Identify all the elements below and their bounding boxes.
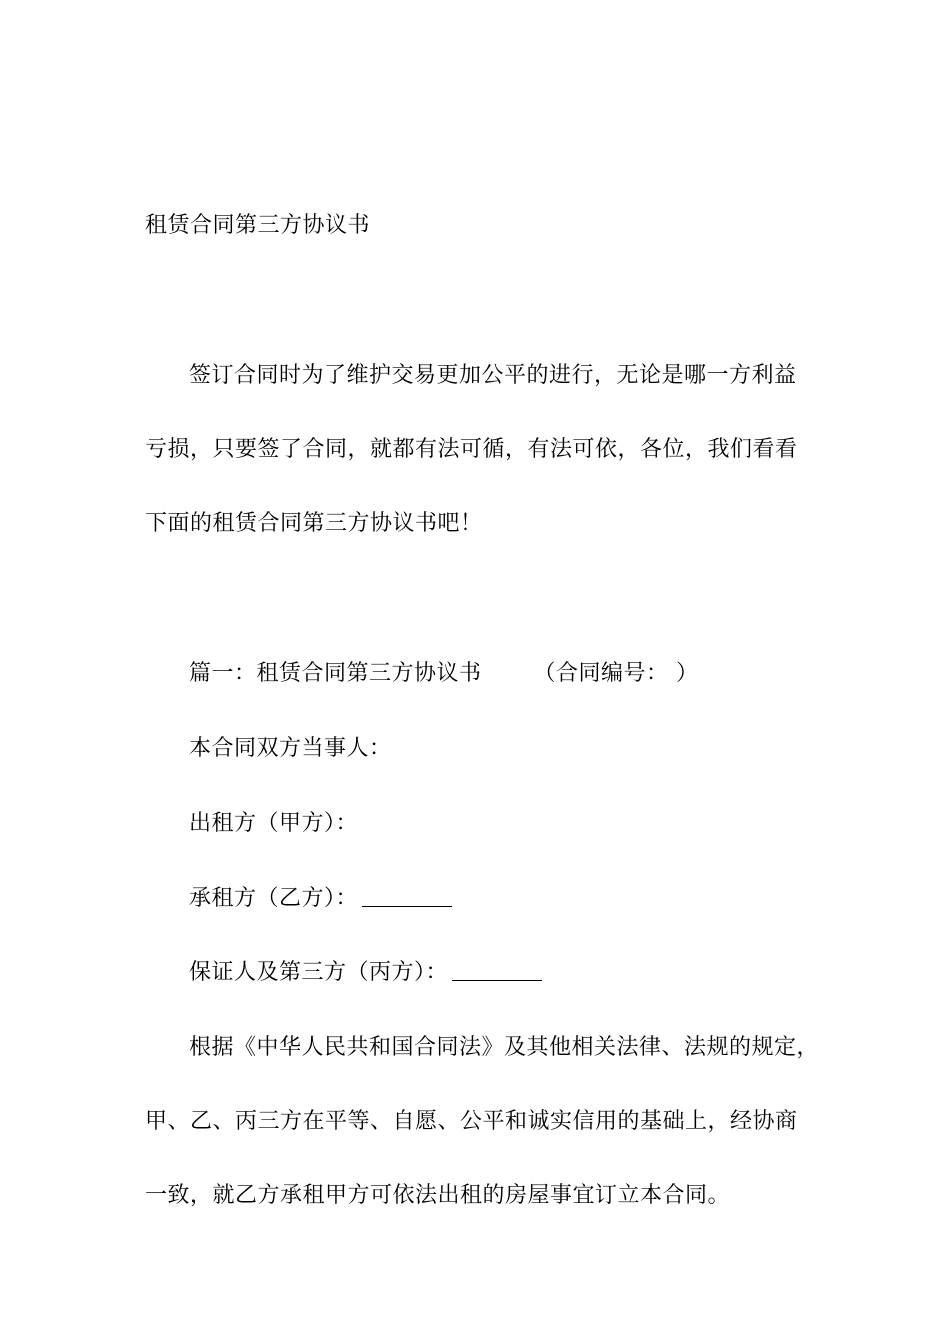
body-line-2: 甲、乙、丙三方在平等、自愿、公平和诚实信用的基础上，经协商 xyxy=(145,1109,798,1134)
guarantor-row xyxy=(189,958,859,988)
lessor-row xyxy=(189,809,859,839)
section-heading: 篇一：租赁合同第三方协议书 xyxy=(189,661,482,686)
intro-line-2: 亏损，只要签了合同，就都有法可循，有法可依，各位，我们看看 xyxy=(145,437,798,462)
section-heading-row xyxy=(189,659,859,689)
intro-line-1: 签订合同时为了维护交易更加公平的进行，无论是哪一方利益 xyxy=(189,363,797,388)
intro-line-3: 下面的租赁合同第三方协议书吧！ xyxy=(145,511,483,536)
lessor-label: 出租方（甲方）： xyxy=(189,811,359,836)
lessee-blank-line xyxy=(362,886,452,907)
body-line-1: 根据《中华人民共和国合同法》及其他相关法律、法规的规定， xyxy=(189,1035,820,1060)
lessee-row xyxy=(189,884,859,914)
contract-number-label: （合同编号： ） xyxy=(533,661,699,686)
lessee-label: 承租方（乙方）： xyxy=(189,886,359,911)
body-line-3: 一致，就乙方承租甲方可依法出租的房屋事宜订立本合同。 xyxy=(145,1183,731,1208)
guarantor-blank-line xyxy=(452,960,542,981)
parties-label: 本合同双方当事人： xyxy=(189,736,392,761)
guarantor-label: 保证人及第三方（丙方）： xyxy=(189,960,449,985)
document-title: 租赁合同第三方协议书 xyxy=(145,213,371,238)
